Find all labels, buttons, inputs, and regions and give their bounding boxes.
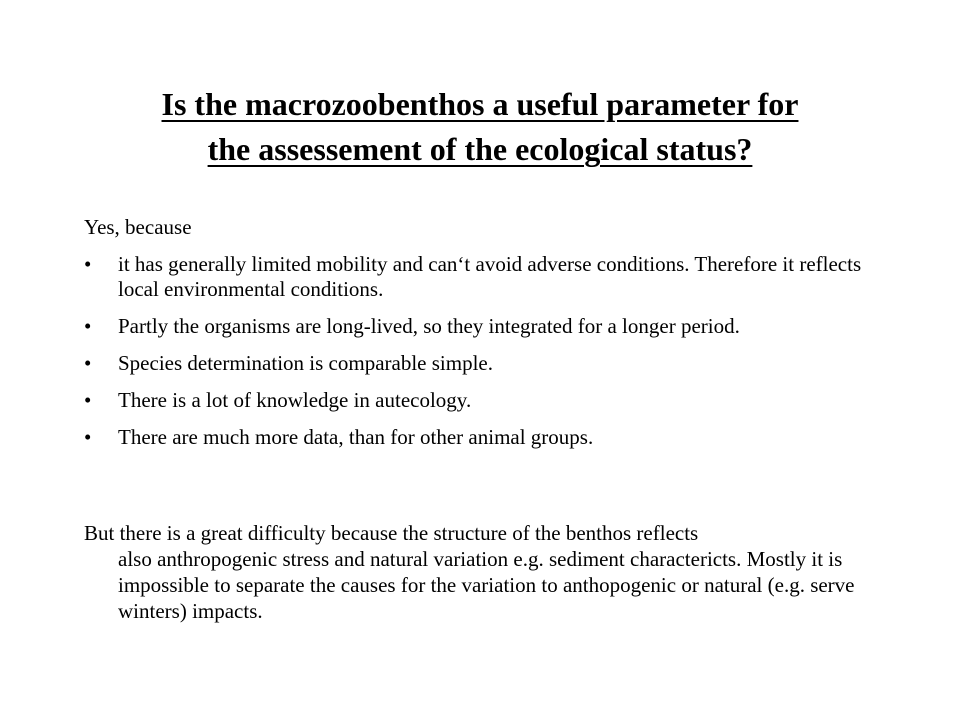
bullet-list bbox=[84, 252, 884, 462]
closing-paragraph bbox=[84, 520, 904, 624]
bullet-text: Partly the organisms are long-lived, so they integrated for a longer period. bbox=[118, 314, 740, 338]
intro-text: Yes, because bbox=[84, 215, 192, 239]
bullet-icon: • bbox=[84, 388, 92, 412]
list-item bbox=[84, 425, 884, 450]
bullet-icon: • bbox=[84, 351, 92, 375]
bullet-icon: • bbox=[84, 314, 92, 338]
title-line-2: the assessement of the ecological status? bbox=[207, 131, 753, 167]
slide-title bbox=[60, 82, 900, 172]
bullet-text: There are much more data, than for other animal groups. bbox=[118, 425, 594, 449]
bullet-text: it has generally limited mobility and can‘t avoid adverse conditions. Therefore it reflects local environmental conditions. bbox=[118, 252, 862, 301]
bullet-text: There is a lot of knowledge in autecology. bbox=[118, 388, 472, 412]
list-item bbox=[84, 351, 884, 376]
bullet-icon: • bbox=[84, 252, 92, 276]
closing-first-line: But there is a great difficulty because the structure of the benthos reflects bbox=[84, 521, 699, 545]
list-item bbox=[84, 388, 884, 413]
bullet-icon: • bbox=[84, 425, 92, 449]
closing-continuation: also anthropogenic stress and natural variation e.g. sediment charactericts. Mostly it is impossible to separate the causes for the variation to anthopogenic or natural (e.g. serve winters) impacts. bbox=[118, 547, 855, 623]
bullet-text: Species determination is comparable simple. bbox=[118, 351, 493, 375]
list-item bbox=[84, 314, 884, 339]
list-item bbox=[84, 252, 884, 302]
title-line-1: Is the macrozoobenthos a useful parameter for bbox=[161, 86, 799, 122]
